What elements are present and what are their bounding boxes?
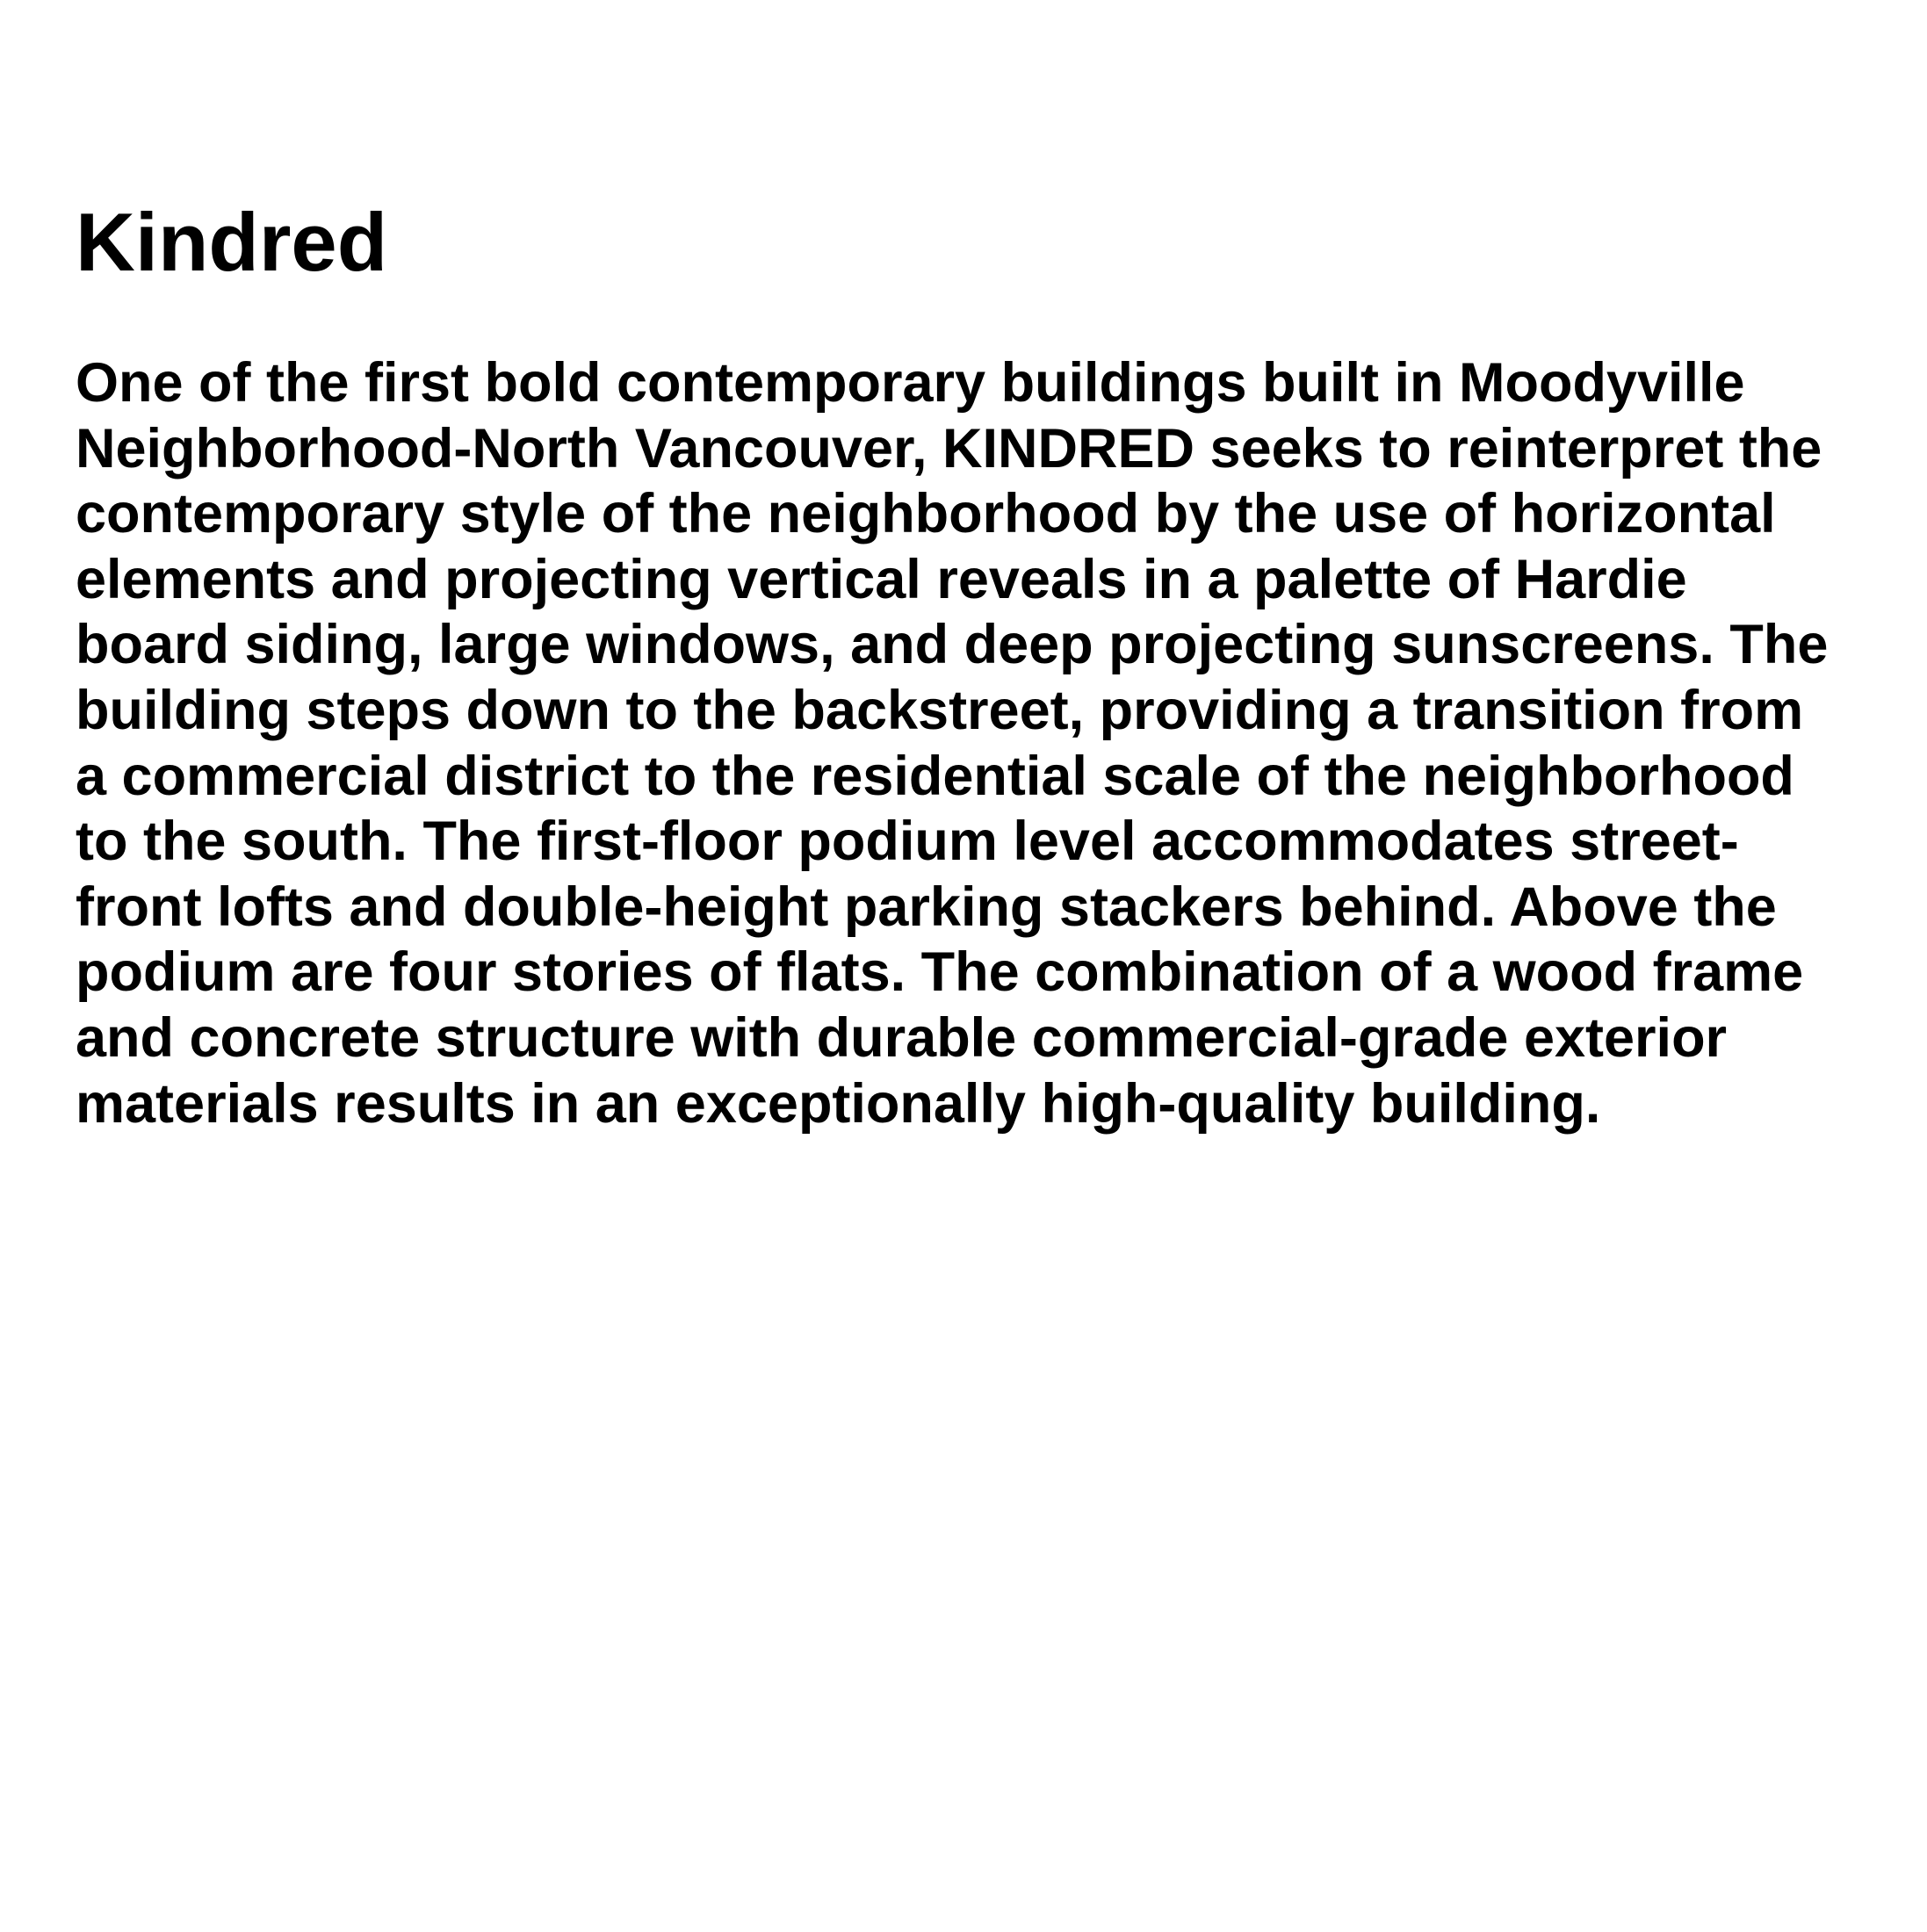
paragraph-line: One of the first bold contemporary buildings built in Moodyville <box>76 352 1745 414</box>
paragraph-line: elements and projecting vertical reveals in a palette of Hardie <box>76 548 1687 610</box>
paragraph <box>76 350 1828 1136</box>
page-title: Kindred <box>76 196 388 288</box>
paragraph-line: podium are four stories of flats. The combination of a wood frame <box>76 941 1804 1004</box>
paragraph-line: to the south. The first-floor podium level accommodates street- <box>76 811 1739 873</box>
paragraph-line: board siding, large windows, and deep projecting sunscreens. The <box>76 614 1829 676</box>
paragraph-line: contemporary style of the neighborhood by the use of horizontal <box>76 483 1776 545</box>
paragraph-line: a commercial district to the residential scale of the neighborhood <box>76 745 1794 807</box>
paragraph-line: and concrete structure with durable commercial-grade exterior <box>76 1006 1728 1069</box>
paragraph-line: materials results in an exceptionally high-quality building. <box>76 1072 1601 1135</box>
paragraph-line: building steps down to the backstreet, providing a transition from <box>76 679 1804 741</box>
paragraph-line: front lofts and double-height parking stackers behind. Above the <box>76 876 1777 938</box>
paragraph-line: Neighborhood-North Vancouver, KINDRED seeks to reinterpret the <box>76 417 1822 479</box>
